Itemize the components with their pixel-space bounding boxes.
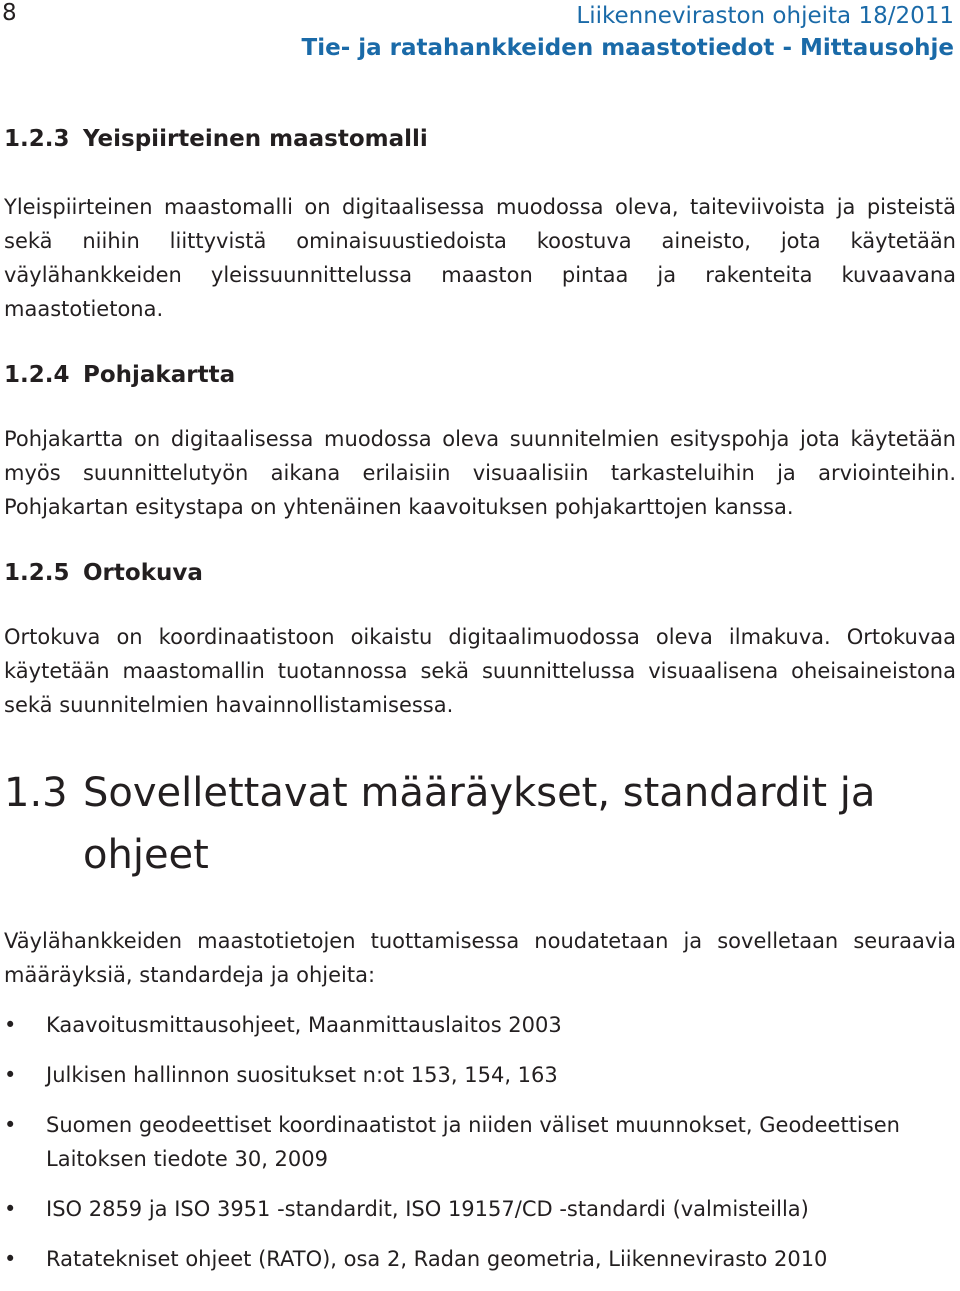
section-number: 1.2.4 [4, 362, 70, 388]
section-number: 1.2.5 [4, 560, 70, 586]
list-item-text: Suomen geodeettiset koordinaatistot ja niiden väliset muunnokset, Geodeettisen Laitoksen tiedote 30, 2009 [46, 1113, 900, 1171]
list-item-text: Ratatekniset ohjeet (RATO), osa 2, Radan geometria, Liikennevirasto 2010 [46, 1247, 828, 1271]
main-section-heading [4, 762, 956, 886]
section-number: 1.3 [4, 770, 68, 816]
section-paragraph: Yleispiirteinen maastomalli on digitaalisessa muodossa oleva, taiteviivoista ja pisteistä sekä niihin liittyvistä ominaisuustiedoista koostuva aineisto, jota käytetään väylähankkeiden yleissuunnittelussa maaston pintaa ja rakenteita kuvaavana maastotietona. [4, 195, 956, 321]
bullet-icon: • [4, 1013, 17, 1037]
list-item-text: ISO 2859 ja ISO 3951 -standardit, ISO 19157/CD -standardi (valmisteilla) [46, 1197, 809, 1221]
bullet-icon: • [4, 1247, 17, 1271]
series-title: Liikenneviraston ohjeita 18/2011 [576, 3, 954, 29]
list-item-text: Kaavoitusmittausohjeet, Maanmittauslaitos 2003 [46, 1013, 562, 1037]
section-title: Ortokuva [83, 560, 203, 586]
section-title: Pohjakartta [83, 362, 236, 388]
section-title: Yeispiirteinen maastomalli [83, 126, 428, 152]
page-header [302, 0, 954, 64]
document-title: Tie- ja ratahankkeiden maastotiedot - Mittausohje [301, 35, 954, 61]
section-number: 1.2.3 [4, 126, 70, 152]
list-item [4, 1242, 956, 1276]
bullet-icon: • [4, 1113, 17, 1137]
section-heading-1-2-4 [4, 358, 956, 392]
section-title: Sovellettavat määräykset, standardit ja ohjeet [83, 770, 876, 878]
section-heading-1-2-3 [4, 122, 956, 156]
page-number: 8 [2, 0, 17, 26]
section-paragraph: Pohjakartta on digitaalisessa muodossa oleva suunnitelmien esityspohja jota käytetään myös suunnittelutyön aikana erilaisiin visuaalisiin tarkasteluihin ja arviointeihin. Pohjakartan esitystapa on yhtenäinen kaavoituksen pohjakarttojen kanssa. [4, 427, 956, 519]
section-heading-1-2-5 [4, 556, 956, 590]
list-item [4, 1192, 956, 1226]
list-item [4, 1008, 956, 1042]
main-section-intro: Väylähankkeiden maastotietojen tuottamisessa noudatetaan ja sovelletaan seuraavia määräyksiä, standardeja ja ohjeita: [4, 929, 956, 987]
list-item [4, 1058, 956, 1092]
section-paragraph: Ortokuva on koordinaatistoon oikaistu digitaalimuodossa oleva ilmakuva. Ortokuvaa käytetään maastomallin tuotannossa sekä suunnittelussa visuaalisena oheisaineistona sekä suunnitelmien havainnollistamisessa. [4, 625, 956, 717]
bullet-icon: • [4, 1063, 17, 1087]
list-item [4, 1108, 956, 1176]
regulation-list [4, 1008, 956, 1276]
list-item-text: Julkisen hallinnon suositukset n:ot 153, 154, 163 [46, 1063, 558, 1087]
page-content [4, 122, 956, 1276]
bullet-icon: • [4, 1197, 17, 1221]
